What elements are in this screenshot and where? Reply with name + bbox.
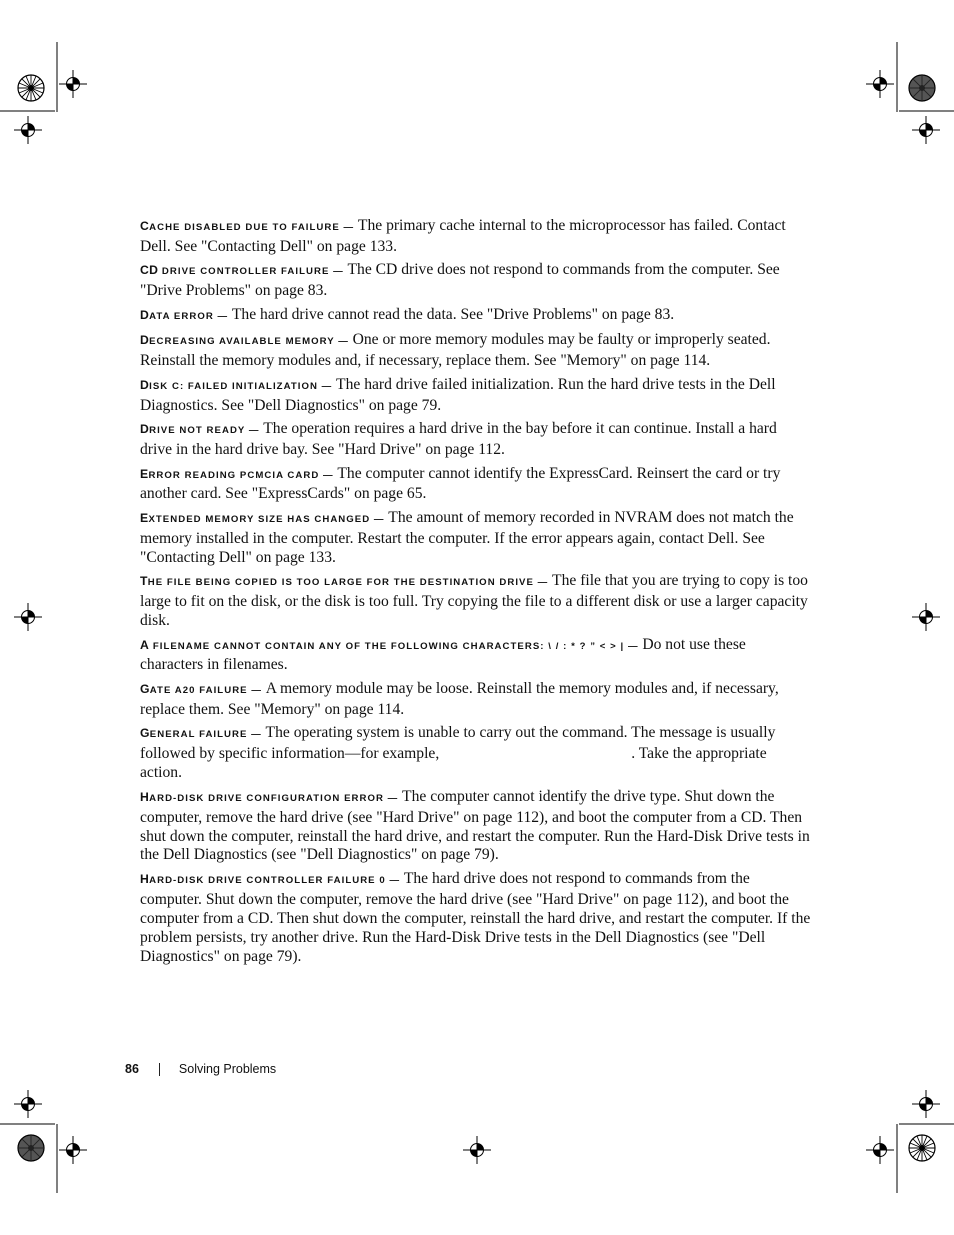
- term-rest: ACHE DISABLED DUE TO FAILURE: [149, 222, 340, 233]
- term-initial: E: [140, 466, 149, 481]
- term-initial: A: [140, 637, 150, 652]
- entry-term: [140, 681, 266, 696]
- term-rest: ENERAL FAILURE: [149, 729, 248, 741]
- entry-general-failure: [140, 724, 812, 783]
- entry-description: The operating system is unable to carry out the command. The message is usually followed by specific information—for example,: [140, 724, 776, 763]
- term-initial: H: [140, 871, 150, 886]
- term-initial: CD: [140, 263, 159, 278]
- entry-pcmcia: [140, 465, 812, 505]
- entry-term: [140, 263, 348, 278]
- term-initial: D: [140, 333, 150, 348]
- entry-disk-c: [140, 376, 812, 416]
- term-initial: D: [140, 422, 150, 437]
- term-initial: D: [140, 307, 150, 322]
- entry-description: The operation requires a hard drive in the bay before it can continue. Install a hard drive in the hard drive bay. See "Hard Drive" on page 112.: [140, 420, 777, 459]
- entry-term: [140, 219, 358, 233]
- entry-description: The computer cannot identify the ExpressCard. Reinsert the card or try another card. See "ExpressCards" on page 65.: [140, 464, 781, 503]
- term-dash: —: [624, 640, 643, 652]
- entry-description: A memory module may be loose. Reinstall the memory modules and, if necessary, replace them. See "Memory" on page 114.: [140, 679, 779, 718]
- entry-description: The amount of memory recorded in NVRAM does not match the memory installed in the computer. Restart the computer. If the error appears again, contact Dell. See "Contacting Dell" on page 133.: [140, 508, 794, 566]
- entry-filename-chars: [140, 636, 812, 676]
- term-dash: —: [334, 336, 353, 348]
- entry-data-error: [140, 306, 812, 327]
- entry-term: [140, 637, 643, 652]
- term-rest: FILENAME CANNOT CONTAIN ANY OF THE FOLLOWING CHARACTERS: \ / : * ? ” < > |: [149, 640, 625, 652]
- term-dash: —: [383, 792, 403, 804]
- term-rest: DRIVE CONTROLLER FAILURE: [158, 266, 330, 278]
- entry-file-too-large: [140, 572, 812, 631]
- term-dash: —: [339, 222, 358, 233]
- entry-description: The CD drive does not respond to commands from the computer. See "Drive Problems" on page 83.: [140, 261, 780, 300]
- term-dash: —: [385, 874, 404, 886]
- term-rest: ATA ERROR: [149, 310, 214, 322]
- entry-term: [140, 333, 353, 348]
- entry-term: [140, 871, 404, 886]
- entry-description: The primary cache internal to the microprocessor has failed. Contact Dell. See "Contacting Dell" on page 133.: [140, 217, 786, 255]
- entry-description: The computer cannot identify the drive type. Shut down the computer, remove the hard drive (see "Hard Drive" on page 112), and boot the computer from a CD. Then shut down the computer, reinstall the hard drive, and restart the computer. Run the Hard-Disk Drive tests in the Dell Diagnostics (see "Dell Diagnostics" on page 79).: [140, 787, 810, 864]
- section-title: Solving Problems: [178, 1062, 277, 1076]
- term-rest: ARD-DISK DRIVE CONTROLLER FAILURE 0: [149, 874, 386, 886]
- entry-term: [140, 422, 264, 437]
- entry-term: [140, 574, 553, 589]
- term-rest: RIVE NOT READY: [149, 425, 246, 437]
- entry-cd-controller: [140, 261, 812, 301]
- entry-hdd-controller: [140, 870, 812, 967]
- term-dash: —: [319, 469, 338, 481]
- entry-description: The file that you are trying to copy is too large to fit on the disk, or the disk is too full. Try copying the file to a different disk or use a larger capacity disk.: [140, 572, 808, 630]
- term-initial: E: [140, 510, 149, 525]
- entry-hdd-config: [140, 788, 812, 866]
- entry-description: Do not use these characters in filenames.: [140, 635, 746, 674]
- entry-term: [140, 789, 403, 804]
- term-dash: —: [245, 425, 264, 437]
- term-rest: ARD-DISK DRIVE CONFIGURATION ERROR: [149, 792, 384, 804]
- entry-description: The hard drive does not respond to commands from the computer. Shut down the computer, remove the hard drive (see "Hard Drive" on page 112), and boot the computer from a CD. Then shut down the computer, reinstall the hard drive, and restart the computer. If the problem persists, try another drive. Run the Hard-Disk Drive tests in the Dell Diagnostics (see "Dell Diagnostics" on page 79).: [140, 869, 811, 965]
- entry-description: The hard drive cannot read the data. See "Drive Problems" on page 83.: [231, 305, 675, 323]
- term-rest: RROR READING PCMCIA CARD: [148, 469, 320, 481]
- entry-description-end: . Take the appropriate action.: [140, 745, 767, 782]
- term-initial: G: [140, 681, 150, 696]
- error-messages-list: [140, 217, 812, 971]
- term-initial: G: [140, 726, 150, 741]
- entry-cache-disabled: [140, 217, 812, 257]
- entry-term: [140, 466, 338, 481]
- entry-gate-a20: [140, 680, 812, 720]
- term-dash: —: [370, 513, 389, 525]
- term-dash: —: [247, 729, 266, 741]
- term-dash: —: [533, 577, 553, 589]
- term-initial: D: [140, 377, 150, 392]
- term-dash: —: [247, 684, 266, 696]
- entry-decreasing-memory: [140, 331, 812, 371]
- term-initial: H: [140, 789, 150, 804]
- page-number: 86: [125, 1062, 139, 1076]
- term-dash: —: [329, 266, 348, 278]
- entry-description: The hard drive failed initialization. Run the hard drive tests in the Dell Diagnostics. See "Dell Diagnostics" on page 79.: [140, 375, 776, 414]
- footer-separator: [159, 1063, 160, 1076]
- entry-extended-memory: [140, 509, 812, 568]
- term-rest: ECREASING AVAILABLE MEMORY: [149, 336, 335, 348]
- term-rest: ATE A20 FAILURE: [149, 684, 248, 696]
- entry-term: [140, 307, 232, 322]
- entry-drive-not-ready: [140, 420, 812, 460]
- term-rest: HE FILE BEING COPIED IS TOO LARGE FOR THE DESTINATION DRIVE: [147, 577, 534, 589]
- term-dash: —: [317, 380, 337, 392]
- term-dash: —: [213, 310, 232, 322]
- entry-term: [140, 377, 337, 392]
- term-initial: T: [140, 574, 148, 589]
- entry-term: [140, 726, 266, 741]
- term-rest: XTENDED MEMORY SIZE HAS CHANGED: [148, 513, 371, 525]
- term-initial: C: [140, 219, 150, 233]
- term-rest: ISK C: FAILED INITIALIZATION: [149, 380, 318, 392]
- page-footer: [125, 1062, 276, 1076]
- entry-description: One or more memory modules may be faulty or improperly seated. Reinstall the memory modules and, if necessary, replace them. See "Memory" on page 114.: [140, 331, 771, 370]
- entry-term: [140, 510, 389, 525]
